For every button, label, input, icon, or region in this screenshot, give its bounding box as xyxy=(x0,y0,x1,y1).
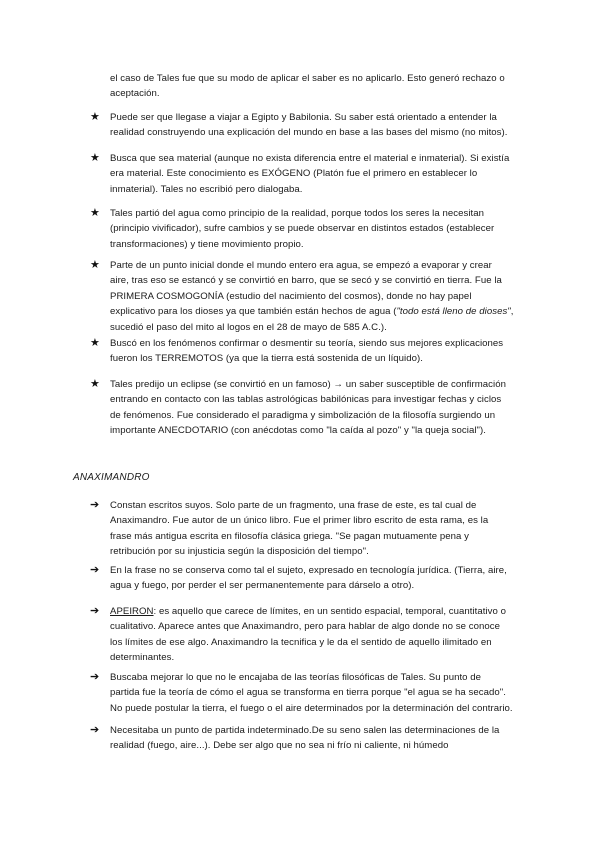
arrow-bullet-icon: ➔ xyxy=(90,499,100,511)
arrow-bullet-icon: ➔ xyxy=(90,724,100,736)
line-text: explicativo para los dioses ya que también están hechos de agua ( xyxy=(110,306,397,318)
star-bullet-icon: ★ xyxy=(90,378,100,390)
paragraph-line: Anaximandro. Fue autor de un único libro. Fue el primer libro escrito de esta rama, es la xyxy=(110,515,489,527)
line-text: : es aquello que carece de límites, en un sentido espacial, temporal, cuantitativo o xyxy=(153,606,506,617)
paragraph-line: agua y fuego, por perder el ser permanentemente para dárselo a otro). xyxy=(110,580,415,592)
paragraph-line: Buscaba mejorar lo que no le encajaba de las teorías filosóficas de Tales. Su punto de xyxy=(110,672,482,683)
paragraph-line: sucedió el paso del mito al logos en el 28 de mayo de 585 A.C.). xyxy=(110,321,387,333)
star-bullet-icon: ★ xyxy=(90,259,100,271)
star-bullet-icon: ★ xyxy=(90,111,100,123)
arrow-bullet-icon: ➔ xyxy=(90,671,100,683)
paragraph-line: En la frase no se conserva como tal el sujeto, expresado en tecnología jurídica. (Tierra, aire, xyxy=(110,565,507,576)
intro-paragraph xyxy=(110,71,505,102)
paragraph-line: realidad (fuego, aire...). Debe ser algo que no sea ni frío ni caliente, ni húmedo xyxy=(110,740,449,752)
anaximandro-point xyxy=(90,604,506,666)
paragraph-line: entrando en contacto con las tablas astrológicas babilónicas para investigar fechas y ciclos xyxy=(110,394,502,406)
anaximandro-point xyxy=(90,498,489,560)
intro-line: el caso de Tales fue que su modo de aplicar el saber es no aplicarlo. Esto generó rechazo o xyxy=(110,73,505,84)
apeiron-term: APEIRON xyxy=(110,606,154,617)
paragraph-line xyxy=(110,304,513,319)
arrow-bullet-icon: ➔ xyxy=(90,605,100,617)
tales-point xyxy=(90,151,510,197)
paragraph-line: determinantes. xyxy=(110,652,175,664)
paragraph-line: transformaciones) y tiene movimiento propio. xyxy=(110,238,304,250)
paragraph-line: Buscó en los fenómenos confirmar o desmentir su teoría, siendo sus mejores explicaciones xyxy=(110,338,504,349)
anaximandro-point xyxy=(90,563,507,594)
paragraph-line: PRIMERA COSMOGONÍA (estudio del nacimiento del cosmos), donde no hay papel xyxy=(110,290,472,302)
paragraph-line: (principio vivificador), sufre cambios y se puede observar en distintos estados (establecer xyxy=(110,223,495,235)
paragraph-line: Necesitaba un punto de partida indeterminado.De su seno salen las determinaciones de la xyxy=(110,725,500,736)
quote-italic: "todo está lleno de dioses" xyxy=(396,306,511,318)
arrow-bullet-icon: ➔ xyxy=(90,564,100,576)
section-heading: ANAXIMANDRO xyxy=(73,472,150,483)
star-bullet-icon: ★ xyxy=(90,152,100,164)
paragraph-line: inmaterial). Tales no escribió pero dialogaba. xyxy=(110,183,303,195)
paragraph-line xyxy=(110,604,506,619)
paragraph-line: los límites de ese algo. Anaximandro la tecnifica y le da el sentido de aquello ilimitado en xyxy=(110,636,492,648)
paragraph-line: Parte de un punto inicial donde el mundo entero era agua, se empezó a evaporar y crear xyxy=(110,260,492,271)
paragraph-line: fueron los TERREMOTOS (ya que la tierra está sostenida de un líquido). xyxy=(110,353,423,365)
paragraph-line: realidad construyendo una explicación del mundo en base a las bases del mismo (no mitos). xyxy=(110,127,508,139)
intro-line: aceptación. xyxy=(110,88,160,100)
tales-point xyxy=(90,110,508,141)
star-bullet-icon: ★ xyxy=(90,207,100,219)
tales-point xyxy=(90,377,506,439)
paragraph-line: Tales partió del agua como principio de la realidad, porque todos los seres la necesitan xyxy=(110,208,484,219)
paragraph-line: importante ANECDOTARIO (con anécdotas como "la caída al pozo" y "la queja social"). xyxy=(110,425,486,437)
paragraph-line: partida fue la teoría de cómo el agua se transforma en tierra porque "el agua se ha secado". xyxy=(110,687,506,699)
paragraph-line: Constan escritos suyos. Solo parte de un fragmento, una frase de este, es tal cual de xyxy=(110,500,477,511)
paragraph-line: Busca que sea material (aunque no exista diferencia entre el material e inmaterial). Si existía xyxy=(110,153,510,164)
anaximandro-point xyxy=(90,723,500,754)
paragraph-line: de fenómenos. Fue considerado el paradigma y simbolización de la filosofía surgiendo un xyxy=(110,409,496,421)
tales-point xyxy=(90,258,514,335)
paragraph-line: retribución por su injusticia según la disposición del tiempo". xyxy=(110,546,369,558)
tales-point xyxy=(90,336,504,367)
tales-point xyxy=(90,206,495,252)
paragraph-line: Tales predijo un eclipse (se convirtió en un famoso) → un saber susceptible de confirmación xyxy=(110,379,506,390)
paragraph-line: era material. Este conocimiento es EXÓGENO (Platón fue el primero en establecer lo xyxy=(110,168,478,180)
paragraph-line: frase más antigua escrita en filosofía clásica griega. "Se pagan mutuamente pena y xyxy=(110,530,469,542)
paragraph-line: No puede postular la tierra, el fuego o el aire determinados por la determinación del contrario. xyxy=(110,702,513,714)
line-tail: , xyxy=(510,306,514,318)
star-bullet-icon: ★ xyxy=(90,337,100,349)
paragraph-line: aire, tras eso se estancó y se convirtió en barro, que se secó y se convirtió en tierra. Fue la xyxy=(110,275,502,287)
paragraph-line: cualitativo. Aparece antes que Anaximandro, pero para hablar de algo donde no se conoce xyxy=(110,621,500,633)
anaximandro-point xyxy=(90,670,513,716)
paragraph-line: Puede ser que llegase a viajar a Egipto y Babilonia. Su saber está orientado a entender la xyxy=(110,112,497,123)
